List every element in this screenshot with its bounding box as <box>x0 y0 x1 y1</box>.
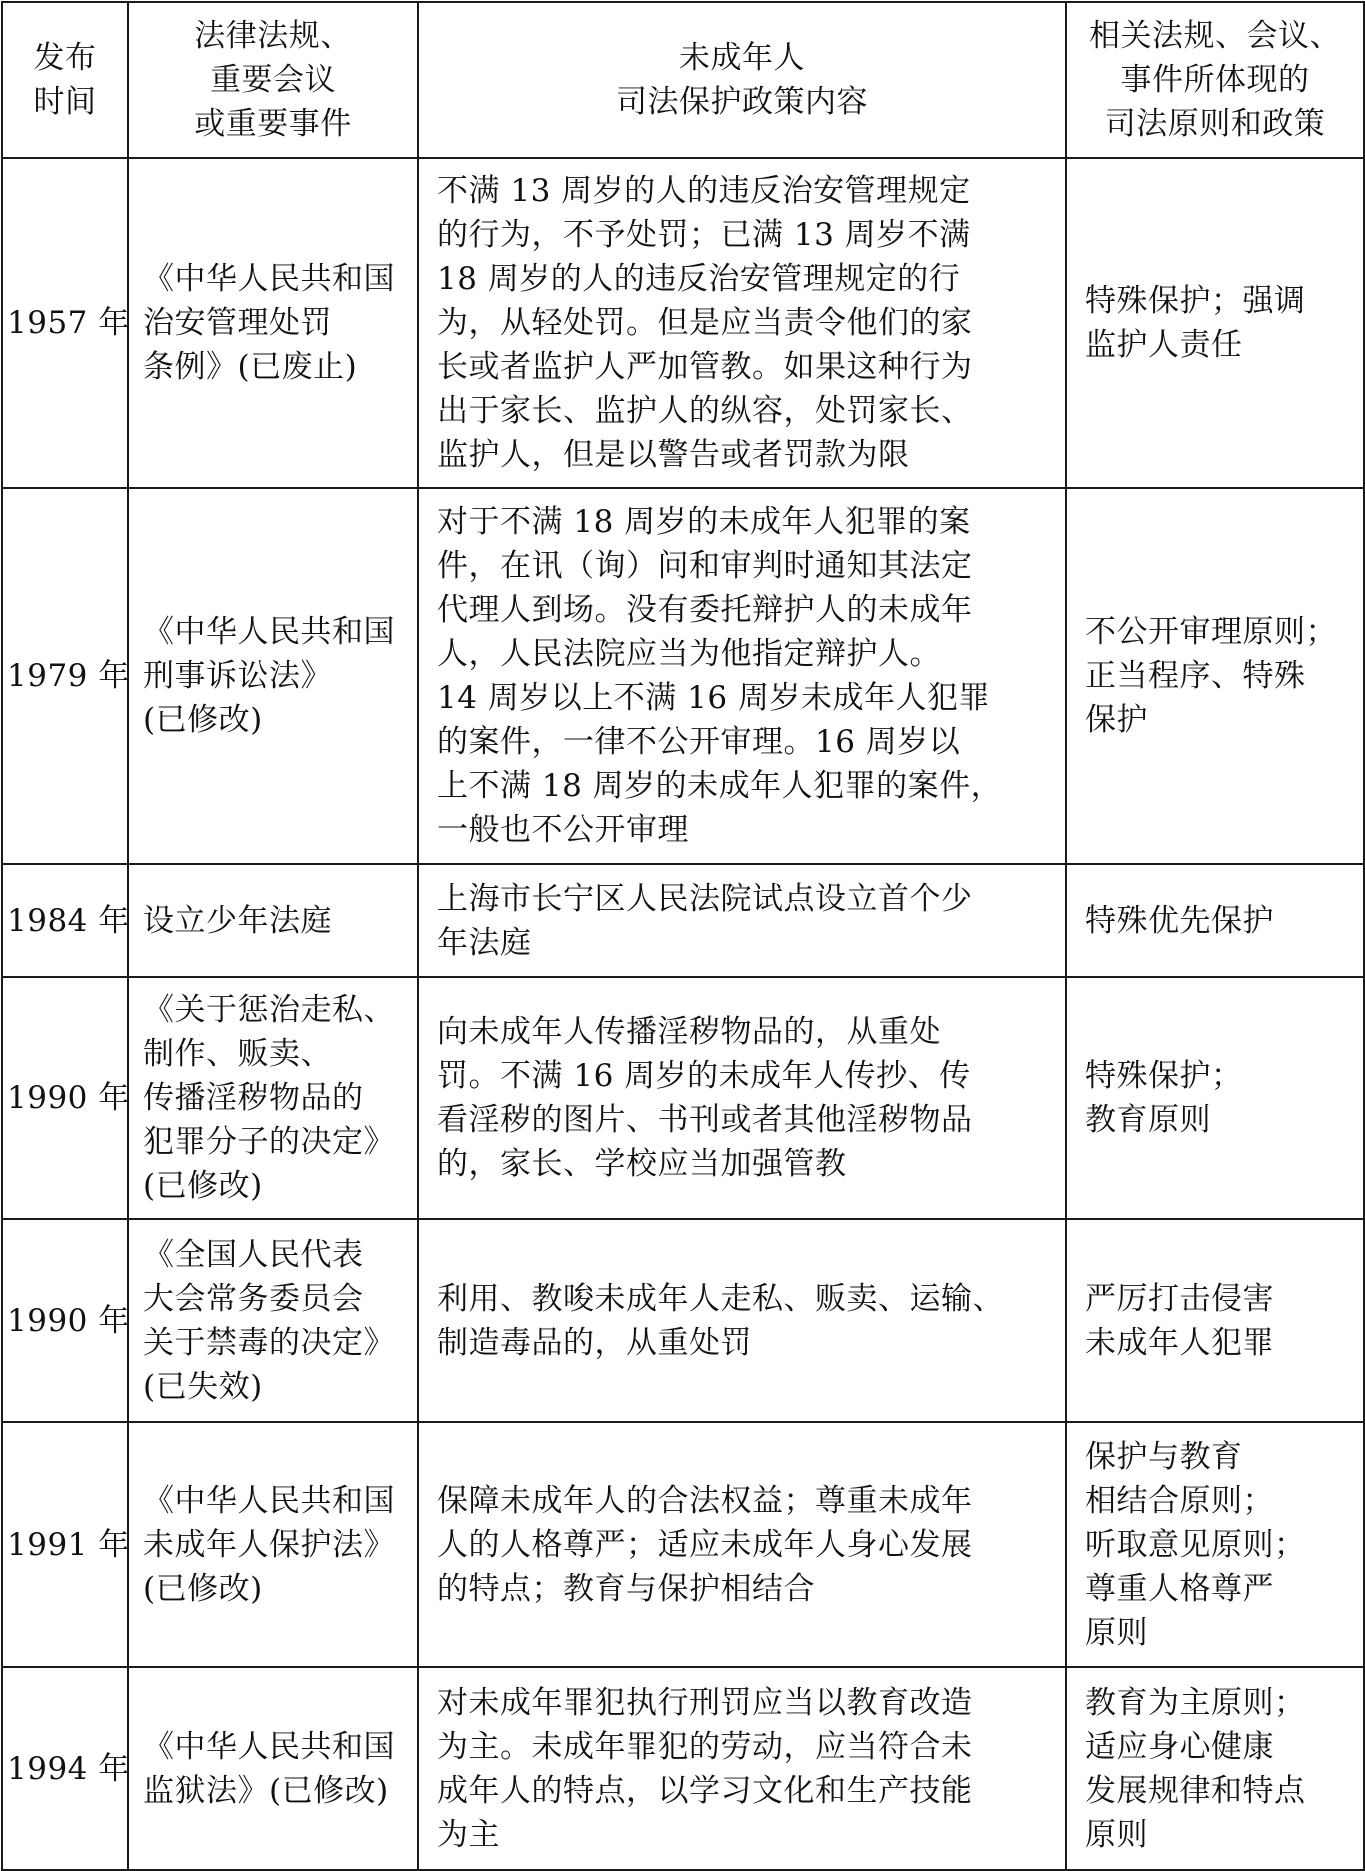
row-principle <box>1067 1677 1363 1861</box>
row-time: 1990 年 <box>7 1080 130 1116</box>
text-line: 特殊保护；强调 <box>1085 283 1306 319</box>
row-law-cell <box>128 1422 418 1667</box>
text-line: 司法原则和政策 <box>1104 106 1326 142</box>
row-law <box>129 1475 417 1615</box>
text-line: 18 周岁的人的违反治安管理规定的行 <box>437 261 961 297</box>
row-principle <box>1067 606 1363 746</box>
row-content-cell <box>418 1219 1066 1422</box>
text-line: 不满 13 周岁的人的违反治安管理规定 <box>437 173 971 209</box>
row-time: 1957 年 <box>7 305 130 341</box>
text-line: 大会常务委员会 <box>143 1280 364 1317</box>
row-content-cell <box>418 158 1066 488</box>
text-line: 制造毒品的，从重处罚 <box>437 1324 752 1361</box>
text-line: 上海市长宁区人民法院试点设立首个少 <box>437 880 973 917</box>
row-content-cell <box>418 1422 1066 1667</box>
text-line: 犯罪分子的决定》 <box>143 1124 395 1160</box>
row-law-cell <box>128 864 418 977</box>
row-time: 1994 年 <box>7 1750 130 1787</box>
row-law <box>129 1721 417 1817</box>
text-line: 看淫秽的图片、书刊或者其他淫秽物品 <box>437 1102 973 1138</box>
text-line: (已失效) <box>143 1368 263 1405</box>
row-content <box>419 1273 1065 1369</box>
text-line: 监护人责任 <box>1085 327 1243 363</box>
text-line: 一般也不公开审理 <box>437 812 689 848</box>
table-row <box>2 488 1364 864</box>
text-line: 教育为主原则； <box>1085 1684 1306 1721</box>
row-principle-cell <box>1066 977 1364 1219</box>
text-line: 年法庭 <box>437 924 532 961</box>
text-line: 设立少年法庭 <box>143 902 332 939</box>
header-content <box>418 2 1066 158</box>
text-line: 重要会议 <box>210 62 336 98</box>
row-principle-cell <box>1066 158 1364 488</box>
text-line: (已修改) <box>143 1168 263 1204</box>
row-principle <box>1067 275 1363 371</box>
header-principle-text <box>1067 8 1363 152</box>
text-line: 《关于惩治走私、 <box>143 992 395 1028</box>
text-line: 对于不满 18 周岁的未成年人犯罪的案 <box>437 504 971 540</box>
text-line: 未成年人犯罪 <box>1085 1324 1274 1361</box>
header-time <box>2 2 128 158</box>
row-principle-cell <box>1066 488 1364 864</box>
row-principle <box>1067 1431 1363 1659</box>
table-row <box>2 864 1364 977</box>
table-header-row <box>2 2 1364 158</box>
text-line: 关于禁毒的决定》 <box>143 1324 395 1361</box>
row-principle-cell <box>1066 1422 1364 1667</box>
text-line: 条例》(已废止) <box>143 349 358 385</box>
text-line: 保障未成年人的合法权益；尊重未成年 <box>437 1482 973 1519</box>
row-principle <box>1067 895 1363 947</box>
text-line: 相关法规、会议、 <box>1089 18 1341 54</box>
text-line: 原则 <box>1085 1816 1148 1853</box>
text-line: 特殊优先保护 <box>1085 902 1274 939</box>
text-line: 向未成年人传播淫秽物品的，从重处 <box>437 1014 941 1050</box>
row-time-cell <box>2 1667 128 1870</box>
text-line: 保护 <box>1085 702 1148 738</box>
text-line: (已修改) <box>143 702 263 738</box>
text-line: 刑事诉讼法》 <box>143 658 332 694</box>
row-time-cell <box>2 158 128 488</box>
text-line: 严厉打击侵害 <box>1085 1280 1274 1317</box>
row-content <box>419 165 1065 481</box>
row-law-cell <box>128 488 418 864</box>
text-line: 的，家长、学校应当加强管教 <box>437 1146 847 1182</box>
row-law <box>129 253 417 393</box>
row-time: 1990 年 <box>7 1302 130 1339</box>
row-content-cell <box>418 488 1066 864</box>
text-line: 为，从轻处罚。但是应当责令他们的家 <box>437 305 973 341</box>
row-content-cell <box>418 1667 1066 1870</box>
header-content-text <box>419 30 1065 130</box>
text-line: 人，人民法院应当为他指定辩护人。 <box>437 636 941 672</box>
text-line: 件，在讯（询）问和审判时通知其法定 <box>437 548 973 584</box>
text-line: 为主。未成年罪犯的劳动，应当符合未 <box>437 1728 973 1765</box>
row-content <box>419 873 1065 969</box>
row-law <box>129 606 417 746</box>
text-line: 上不满 18 周岁的未成年人犯罪的案件， <box>437 768 1003 804</box>
row-time-cell <box>2 1422 128 1667</box>
row-law-cell <box>128 1219 418 1422</box>
text-line: 教育原则 <box>1085 1102 1211 1138</box>
text-line: (已修改) <box>143 1570 263 1607</box>
text-line: 对未成年罪犯执行刑罚应当以教育改造 <box>437 1684 973 1721</box>
row-principle-cell <box>1066 1667 1364 1870</box>
text-line: 司法保护政策内容 <box>616 84 868 120</box>
policy-table-container <box>1 1 1363 1869</box>
text-line: 代理人到场。没有委托辩护人的未成年 <box>437 592 973 628</box>
row-time-cell <box>2 488 128 864</box>
row-time-cell <box>2 977 128 1219</box>
header-law-text <box>129 8 417 152</box>
row-content-cell <box>418 864 1066 977</box>
text-line: 未成年人保护法》 <box>143 1526 395 1563</box>
text-line: 法律法规、 <box>194 18 352 54</box>
text-line: 治安管理处罚 <box>143 305 332 341</box>
policy-table <box>1 1 1365 1871</box>
text-line: 《全国人民代表 <box>143 1236 364 1273</box>
text-line: 保护与教育 <box>1085 1438 1243 1475</box>
text-line: 长或者监护人严加管教。如果这种行为 <box>437 349 973 385</box>
row-law <box>129 1229 417 1413</box>
text-line: 不公开审理原则； <box>1085 614 1337 650</box>
text-line: 罚。不满 16 周岁的未成年人传抄、传 <box>437 1058 971 1094</box>
text-line: 听取意见原则； <box>1085 1526 1306 1563</box>
row-principle <box>1067 1273 1363 1369</box>
text-line: 利用、教唆未成年人走私、贩卖、运输、 <box>437 1280 1004 1317</box>
text-line: 《中华人民共和国 <box>143 261 395 297</box>
text-line: 适应身心健康 <box>1085 1728 1274 1765</box>
text-line: 《中华人民共和国 <box>143 614 395 650</box>
text-line: 的特点；教育与保护相结合 <box>437 1570 815 1607</box>
table-row <box>2 1667 1364 1870</box>
text-line: 原则 <box>1085 1614 1148 1651</box>
row-content-cell <box>418 977 1066 1219</box>
table-row <box>2 1422 1364 1667</box>
row-law-cell <box>128 1667 418 1870</box>
table-row <box>2 1219 1364 1422</box>
row-time-cell <box>2 864 128 977</box>
header-principle <box>1066 2 1364 158</box>
text-line: 制作、贩卖、 <box>143 1036 332 1072</box>
text-line: 发布 <box>33 40 97 76</box>
row-law <box>129 984 417 1212</box>
table-row <box>2 977 1364 1219</box>
text-line: 14 周岁以上不满 16 周岁未成年人犯罪 <box>437 680 990 716</box>
text-line: 人的人格尊严；适应未成年人身心发展 <box>437 1526 973 1563</box>
table-row <box>2 158 1364 488</box>
row-law <box>129 895 417 947</box>
text-line: 为主 <box>437 1816 500 1853</box>
text-line: 出于家长、监护人的纵容，处罚家长、 <box>437 393 973 429</box>
text-line: 成年人的特点，以学习文化和生产技能 <box>437 1772 973 1809</box>
header-law <box>128 2 418 158</box>
text-line: 相结合原则； <box>1085 1482 1274 1519</box>
row-content <box>419 1006 1065 1190</box>
row-law-cell <box>128 158 418 488</box>
text-line: 的行为，不予处罚；已满 13 周岁不满 <box>437 217 971 253</box>
text-line: 监狱法》(已修改) <box>143 1772 389 1809</box>
text-line: 特殊保护； <box>1085 1058 1243 1094</box>
text-line: 《中华人民共和国 <box>143 1482 395 1519</box>
row-law-cell <box>128 977 418 1219</box>
text-line: 未成年人 <box>679 40 805 76</box>
row-time: 1991 年 <box>7 1526 130 1563</box>
row-time: 1979 年 <box>7 658 130 694</box>
text-line: 发展规律和特点 <box>1085 1772 1306 1809</box>
row-content <box>419 496 1065 856</box>
row-principle-cell <box>1066 1219 1364 1422</box>
text-line: 或重要事件 <box>194 106 352 142</box>
text-line: 尊重人格尊严 <box>1085 1570 1274 1607</box>
row-time: 1984 年 <box>7 902 130 939</box>
row-content <box>419 1475 1065 1615</box>
row-content <box>419 1677 1065 1861</box>
header-time-text <box>3 30 127 130</box>
row-principle-cell <box>1066 864 1364 977</box>
text-line: 事件所体现的 <box>1120 62 1310 98</box>
text-line: 时间 <box>33 84 97 120</box>
row-principle <box>1067 1050 1363 1146</box>
row-time-cell <box>2 1219 128 1422</box>
text-line: 监护人，但是以警告或者罚款为限 <box>437 437 910 473</box>
text-line: 正当程序、特殊 <box>1085 658 1306 694</box>
text-line: 《中华人民共和国 <box>143 1728 395 1765</box>
text-line: 传播淫秽物品的 <box>143 1080 364 1116</box>
text-line: 的案件，一律不公开审理。16 周岁以 <box>437 724 961 760</box>
